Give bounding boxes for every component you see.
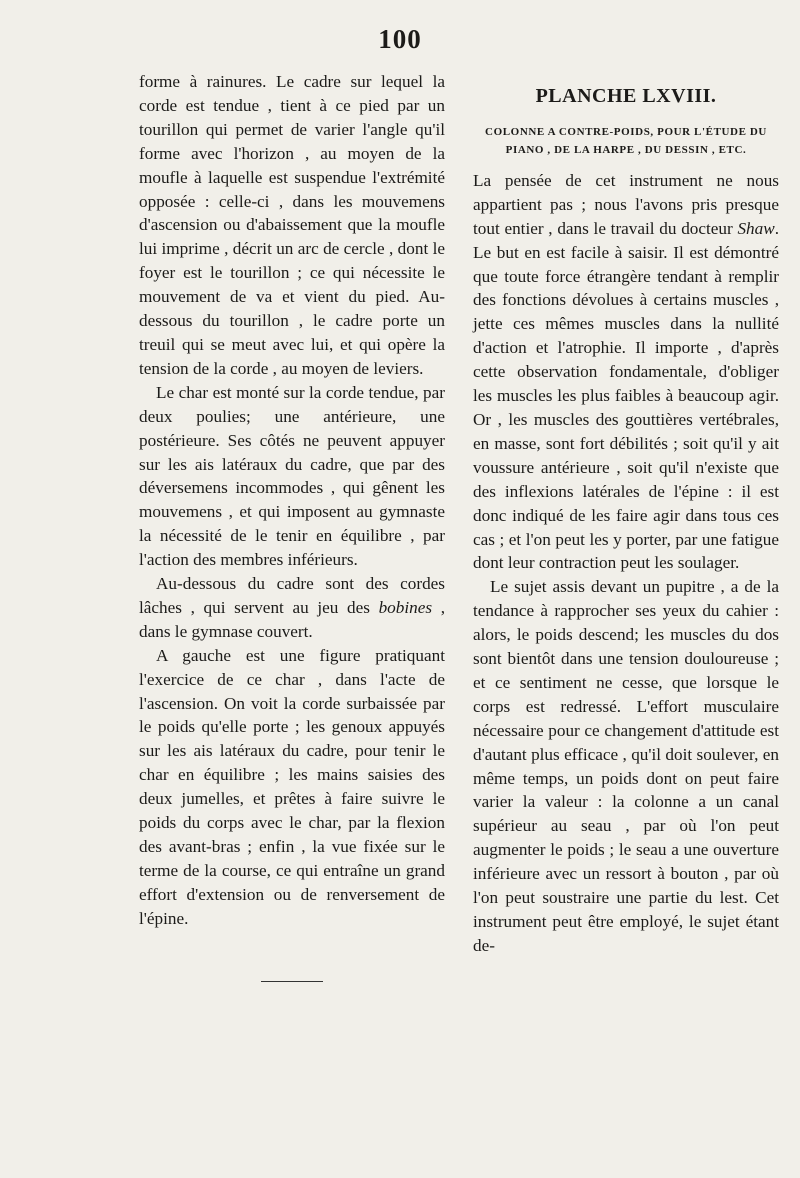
italic-term: Shaw bbox=[737, 218, 775, 238]
paragraph bbox=[139, 70, 445, 381]
paragraph bbox=[139, 572, 445, 644]
paragraph-text: , dans le gymnase couvert. bbox=[139, 597, 446, 641]
paragraph-text: La pensée de cet instrument ne nous appartient pas ; nous l'avons pris presque tout entier , dans le travail du docteur bbox=[473, 170, 779, 238]
paragraph bbox=[473, 575, 779, 958]
divider-rule bbox=[261, 981, 323, 982]
paragraph-text: A gauche est une figure pratiquant l'exercice de ce char , dans l'acte de l'ascension. On voit la corde surbaissée par le poids qu'elle porte ; les genoux appuyés sur les ais latéraux du cadre, pour tenir le char en équilibre ; les mains saisies des deux jumelles, et prêtes à faire suivre le poids du corps avec le char, par la flexion des avant-bras ; enfin , la vue fixée sur le terme de la course, ce qui entraîne un grand effort d'extension ou de renversement de l'épine. bbox=[139, 645, 445, 928]
paragraph-text: Au-dessous du cadre sont des cordes lâches , qui servent au jeu des bbox=[139, 574, 445, 617]
page-number: 100 bbox=[378, 24, 422, 54]
left-column bbox=[139, 70, 445, 982]
paragraph-text: forme à rainures. Le cadre sur lequel la corde est tendue , tient à ce pied par un tourillon qui permet de varier l'angle qu'il forme avec l'horizon , au moyen de la moufle à laquelle est suspendue l'extrémité opposée : celle-ci , dans les mouvemens d'ascension ou d'abaissement que la moufle lui imprime , décrit un arc de cercle , dont le foyer est le tourillon ; ce qui nécessite le mouvement de va et vient du pied. Au-dessous du tourillon , le cadre porte un treuil qui se meut avec lui, et qui opère la tension de la corde , au moyen de leviers. bbox=[139, 72, 445, 378]
paragraph-text: . Le but en est facile à saisir. Il est démontré que toute force étrangère tendant à remplir des fonctions dévolues à certains muscles , jette ces mêmes muscles dans la nullité d'action et l'atrophie. Il importe , d'après cette observation fondamentale, d'obliger les muscles les plus faibles à beaucoup agir. Or , les muscles des gouttières vertébrales, en masse, sont fort débilités ; soit qu'il y ait voussure antérieure , soit qu'il n'existe que des inflexions latérales de l'épine : il est donc indiqué de les faire agir dans tous ces cas ; et l'on peut les y porter, par une fatigue dont leur contraction peut les soulager. bbox=[473, 218, 779, 573]
plate-title: PLANCHE LXVIII. bbox=[535, 85, 717, 107]
paragraph-text: Le char est monté sur la corde tendue, par deux poulies; une antérieure, une postérieure. Ses côtés ne peuvent appuyer sur les ais latéraux du cadre, que par des déversemens incommodes , qui gênent les mouvemens , et qui imposent au gymnaste la nécessité de le tenir en équilibre , par l'action des membres inférieurs. bbox=[139, 382, 445, 570]
paragraph bbox=[473, 169, 779, 575]
italic-term: bobines bbox=[378, 597, 433, 617]
plate-caption: COLONNE A CONTRE-POIDS, POUR L'ÉTUDE DU PIANO , DE LA HARPE , DU DESSIN , ETC. bbox=[485, 125, 767, 156]
paragraph-text: Le sujet assis devant un pupitre , a de la tendance à rapprocher ses yeux du cahier : alors, le poids descend; les muscles du dos sont bientôt dans une tension douloureuse ; et ce sentiment ne cesse, que lorsque le corps est redressé. L'effort musculaire nécessaire pour ce changement d'attitude est d'autant plus efficace , qu'il doit soulever, en même temps, un poids dont on peut faire varier la valeur : la colonne a un canal supérieur au seau , par où l'on peut augmenter le poids ; le seau a une ouverture inférieure avec un ressort à bouton , par où l'on peut soustraire une partie du lest. Cet instrument peut être employé, le sujet étant de- bbox=[473, 577, 779, 955]
paragraph bbox=[139, 381, 445, 572]
right-column bbox=[473, 70, 779, 958]
paragraph bbox=[139, 644, 445, 931]
